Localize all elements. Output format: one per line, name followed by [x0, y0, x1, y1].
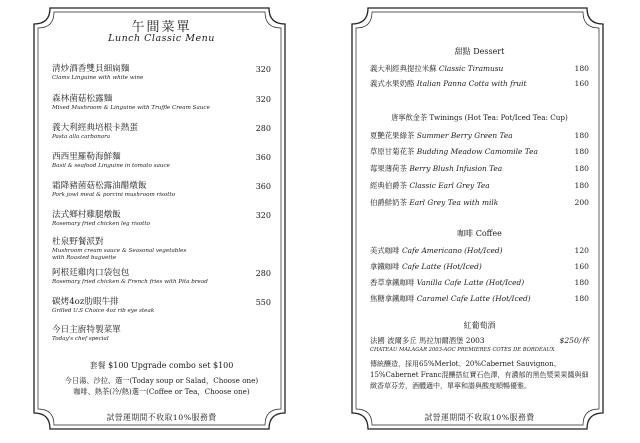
dish-name-en: Rosemary fried chicken leg risotto — [52, 221, 150, 227]
menu-item — [370, 131, 589, 141]
dish-name-zh: 霜降豬菌菇松露油醋燉飯 — [52, 181, 147, 191]
section-heading-coffee: 咖啡 Coffee — [457, 229, 502, 238]
wine-name-zh: 法國 波爾多丘 馬拉加爾酒堡 2003 — [370, 336, 485, 345]
menu-item — [52, 123, 271, 141]
item-price: 180 — [574, 181, 589, 190]
item-name-en: Vanilla Cafe Latte (Hot/Iced) — [416, 278, 525, 287]
section-heading-tea: 唐寧飲金茶 Twinings (Hot Tea: Pot/Iced Tea: Cup) — [391, 113, 568, 122]
item-name-en: Earl Grey Tea with milk — [409, 198, 499, 207]
dish-name-en: Today's chef special — [52, 336, 109, 342]
dish-name-en: Mixed Mushroom & Linguine with Truffle Cream Sauce — [52, 105, 210, 111]
dish-price: 550 — [255, 298, 271, 307]
combo-title: 套餐 $100 Upgrade combo set $100 — [89, 361, 234, 370]
item-name-en: Summer Berry Green Tea — [416, 131, 513, 140]
item-name-en: Cafe Latte (Hot/Iced) — [401, 262, 482, 271]
dish-name-en: Mushroom cream sauce & Seasonal vegetables — [52, 248, 187, 254]
item-name-en: Classic Earl Grey Tea — [409, 181, 490, 190]
dish-name-en: Pasta alla carbonara — [52, 134, 111, 140]
item-name-zh: 香草拿鐵咖啡 — [370, 278, 415, 287]
dish-price: 360 — [255, 153, 271, 162]
item-name-zh: 義大利經典提拉米蘇 — [370, 64, 437, 73]
dish-name-zh: 法式鄉村雞腿燉飯 — [52, 210, 121, 220]
menu-title-en: Lunch Classic Menu — [108, 33, 215, 44]
menu-item — [370, 278, 589, 288]
service-fee-note: 試營運期間不收取10%服務費 — [424, 413, 535, 422]
menu-item — [52, 237, 271, 262]
dish-name-zh: 杜泉野餐派對 — [52, 237, 104, 247]
item-name-en: Berry Blush Infusion Tea — [409, 164, 503, 173]
item-name-zh: 拿鐵咖啡 — [370, 262, 400, 271]
section-heading-dessert: 甜點 Dessert — [454, 47, 505, 56]
item-name-en: Classic Tiramusu — [438, 64, 504, 73]
wine-description: 傳統釀造，採用65%Merlot、20%Cabernet Sauvignon、15%Cabernet Franc混釀搭紅寶石色澤，有濃郁的黑色漿果果醬與細緻香草芬芳，酒體適中，單寧和諧與酸度順暢優雅。 — [370, 360, 589, 390]
section-heading-red-wine: 紅葡萄酒 — [463, 321, 496, 330]
menu-item — [52, 64, 271, 82]
wine-price: $250/杯 — [559, 336, 589, 345]
dish-name-zh: 清炒酒香雙貝細扁麵 — [52, 64, 130, 74]
menu-item — [370, 64, 589, 74]
menu-item — [370, 147, 589, 157]
lunch-menu-page — [32, 6, 287, 431]
item-name-zh: 義式水果奶酪 — [370, 79, 415, 88]
dish-name-zh: 阿根廷雞肉口袋包包 — [52, 268, 130, 278]
item-name-en: Caramel Cafe Latte (Hot/Iced) — [416, 294, 531, 303]
dish-price: 320 — [255, 211, 271, 220]
item-price: 160 — [574, 262, 589, 271]
menu-title-zh: 午間菜單 — [131, 20, 192, 35]
wine-name-en: CHATEAU MALAGAR 2003-AOC PREMIERES COTES DE BORDEAUX — [370, 347, 555, 353]
dish-price: 280 — [255, 269, 271, 278]
item-price: 180 — [574, 131, 589, 140]
item-name-zh: 草原甘菊花茶 — [370, 147, 415, 156]
dish-name-en: Pork jowl meat & porcini mushroom risotto — [52, 192, 176, 198]
dish-price: 320 — [255, 95, 271, 104]
dish-name-en: Clams Linguine with white wine — [52, 75, 144, 81]
item-price: 180 — [574, 294, 589, 303]
item-name-zh: 經典伯爵茶 — [370, 181, 407, 190]
dish-name-zh: 西西里羅勒海鮮麵 — [52, 152, 121, 162]
menu-item — [370, 294, 589, 304]
menu-item — [52, 152, 271, 170]
dish-price: 320 — [255, 65, 271, 74]
item-price: 180 — [574, 164, 589, 173]
menu-item — [52, 297, 271, 315]
dish-name-en: Grilled U.S Choice 4oz rib eye steak — [52, 308, 155, 314]
dish-name-en: Rosemary fried chicken & French fries with Pita bread — [52, 279, 208, 285]
menu-item — [370, 164, 589, 174]
dish-price: 360 — [255, 182, 271, 191]
dish-name-zh: 碳烤4oz肋眼牛排 — [52, 297, 119, 307]
item-name-zh: 伯爵鮮奶茶 — [370, 198, 407, 207]
menu-item — [370, 262, 589, 272]
combo-option-line: 咖啡、熱茶(冷/熱)選一(Coffee or Tea，Choose one) — [73, 387, 250, 396]
menu-item — [52, 325, 271, 343]
item-price: 160 — [574, 79, 589, 88]
item-price: 120 — [574, 246, 589, 255]
dish-name-zh: 森林菌菇松露麵 — [52, 94, 113, 104]
menu-item — [370, 246, 589, 256]
item-name-zh: 莓果薄荷茶 — [370, 164, 407, 173]
item-price: 180 — [574, 278, 589, 287]
menu-item — [52, 94, 271, 112]
item-price: 180 — [574, 147, 589, 156]
service-fee-note: 試營運期間不收取10%服務費 — [106, 413, 217, 422]
menu-item — [370, 181, 589, 191]
item-name-zh: 夏艷花果綠茶 — [370, 131, 415, 140]
item-name-en: Budding Meadow Camomile Tea — [416, 147, 538, 156]
item-price: 180 — [574, 64, 589, 73]
item-name-zh: 焦糖拿鐵咖啡 — [370, 294, 415, 303]
item-name-zh: 美式咖啡 — [370, 246, 400, 255]
dessert-drinks-page — [350, 6, 605, 431]
item-name-en: Italian Panna Cotta with fruit — [416, 79, 527, 88]
dish-name-en: Basil & seafood Linguine in tomato sauce — [52, 163, 170, 169]
dessert-drinks-content — [370, 6, 589, 431]
lunch-menu-content — [52, 6, 271, 431]
dish-name-zh: 義大利經典培根卡熱蛋 — [52, 123, 138, 133]
item-name-en: Cafe Americano (Hot/Iced) — [401, 246, 503, 255]
menu-item — [52, 210, 271, 228]
item-price: 200 — [574, 198, 589, 207]
dish-price: 280 — [255, 124, 271, 133]
menu-item — [370, 79, 589, 89]
dish-name-en-line2: with Roasted baguette — [52, 255, 117, 261]
menu-item — [52, 268, 271, 286]
dish-name-zh: 今日主廚特製菜單 — [52, 325, 121, 335]
combo-option-line: 今日湯、沙拉、選一(Today soup or Salad，Choose one) — [64, 376, 259, 385]
menu-item — [52, 181, 271, 199]
menu-item — [370, 198, 589, 208]
